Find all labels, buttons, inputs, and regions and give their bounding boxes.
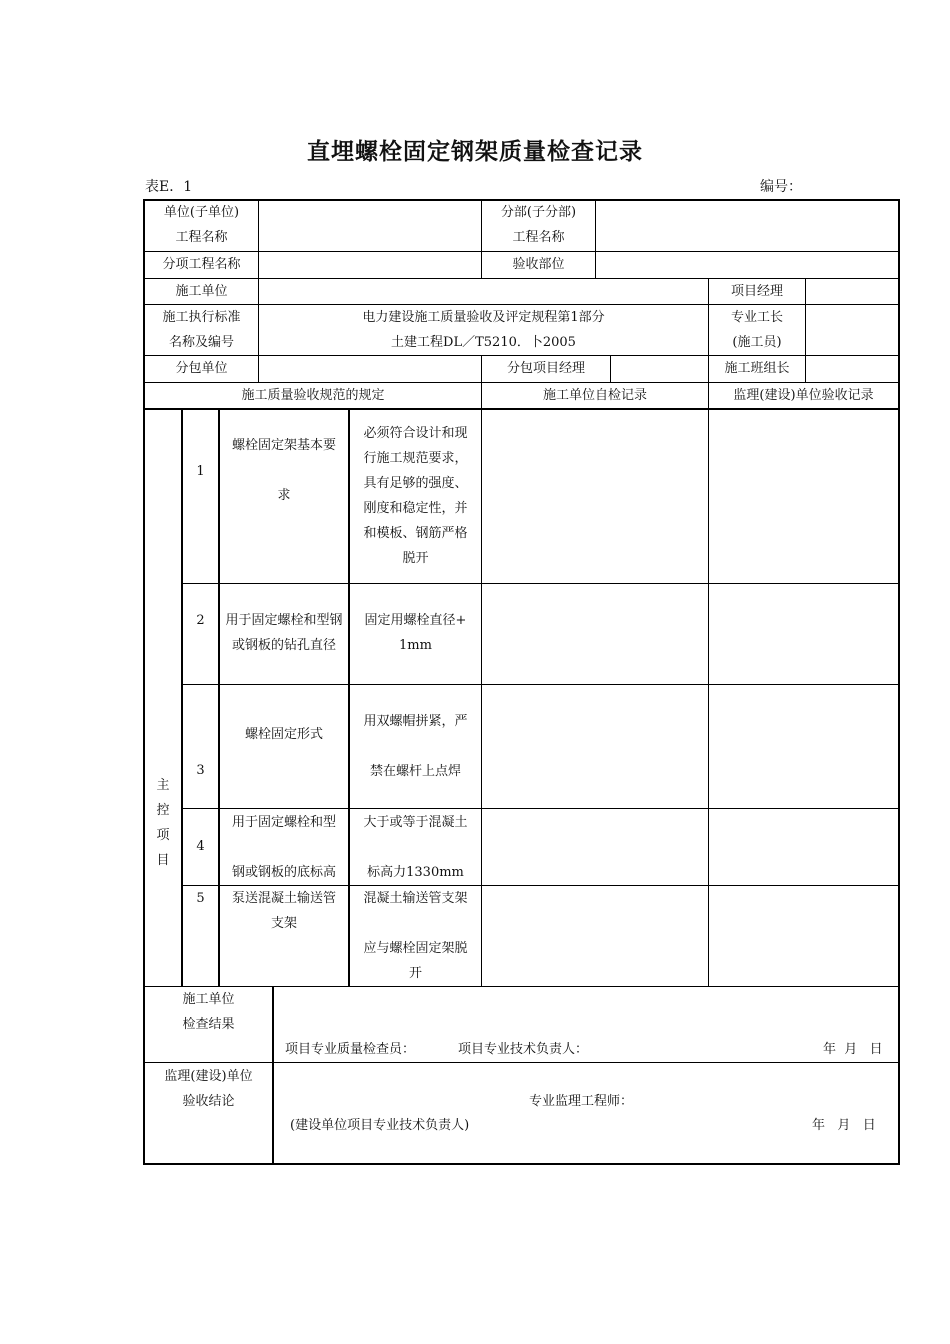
- standard-value: 电力建设施工质量验收及评定规程第1部分 土建工程DL／T5210．卜2005: [362, 310, 605, 350]
- acceptance-part-label: 验收部位: [512, 257, 565, 272]
- foreman-label: 专业工长 (施工员): [730, 310, 783, 350]
- row-4-number: 4: [196, 839, 205, 854]
- page-title: 直埋螺栓固定钢架质量检查记录: [307, 139, 643, 165]
- main-items-label: 主 控 项 目: [156, 778, 170, 868]
- date-2: 年 月 日: [812, 1118, 876, 1133]
- form-number: 表E．1: [145, 179, 193, 195]
- row-2-requirement: 固定用螺栓直径+ 1mm: [364, 613, 467, 653]
- owner-tech-lead-label: (建设单位项目专业技术负责人): [290, 1118, 470, 1133]
- team-leader-label: 施工班组长: [724, 361, 790, 376]
- sub-project-label: 分部(子分部) 工程名称: [500, 205, 577, 245]
- row-2-item: 用于固定螺栓和型钢 或钢板的钻孔直径: [225, 613, 343, 653]
- supervision-conclusion-label: 监理(建设)单位 验收结论: [164, 1069, 253, 1109]
- date-1: 年 月 日: [823, 1042, 883, 1057]
- standard-label: 施工执行标准 名称及编号: [162, 310, 241, 350]
- row-5-item: 泵送混凝土输送管 支架: [231, 891, 336, 931]
- row-4-requirement: 大于或等于混凝土 标高力1330mm: [363, 815, 468, 880]
- row-4-item: 用于固定螺栓和型 钢或钢板的底标高: [231, 815, 336, 880]
- item-project-label: 分项工程名称: [162, 257, 241, 272]
- construction-unit-label: 施工单位: [175, 284, 228, 299]
- quality-inspector-label: 项目专业质量检查员：: [285, 1042, 416, 1057]
- spec-column-header: 施工质量验收规范的规定: [241, 388, 385, 403]
- row-3-number: 3: [196, 763, 205, 778]
- row-1-number: 1: [196, 464, 205, 479]
- supervising-engineer-label: 专业监理工程师：: [529, 1094, 634, 1109]
- row-5-number: 5: [196, 891, 205, 906]
- unit-name-label: 单位(子单位) 工程名称: [163, 205, 240, 245]
- serial-label: 编号：: [760, 179, 802, 195]
- project-manager-label: 项目经理: [730, 284, 783, 299]
- subcontractor-label: 分包单位: [175, 361, 228, 376]
- row-3-requirement: 用双螺帽拼紧，严 禁在螺杆上点焊: [363, 714, 468, 779]
- check-result-label: 施工单位 检查结果: [182, 992, 235, 1032]
- tech-lead-label: 项目专业技术负责人：: [458, 1042, 589, 1057]
- row-1-item: 螺栓固定架基本要 求: [231, 438, 336, 503]
- self-check-column-header: 施工单位自检记录: [542, 388, 647, 403]
- supervision-column-header: 监理(建设)单位验收记录: [733, 388, 874, 403]
- row-2-number: 2: [196, 613, 205, 628]
- sub-pm-label: 分包项目经理: [506, 361, 585, 376]
- row-1-requirement: 必须符合设计和现 行施工规范要求， 具有足够的强度、 刚度和稳定性，并 和模板、钢筋严格 脱开: [363, 426, 468, 566]
- row-3-item: 螺栓固定形式: [244, 727, 323, 742]
- row-5-requirement: 混凝土输送管支架 应与螺栓固定架脱 开: [363, 891, 468, 981]
